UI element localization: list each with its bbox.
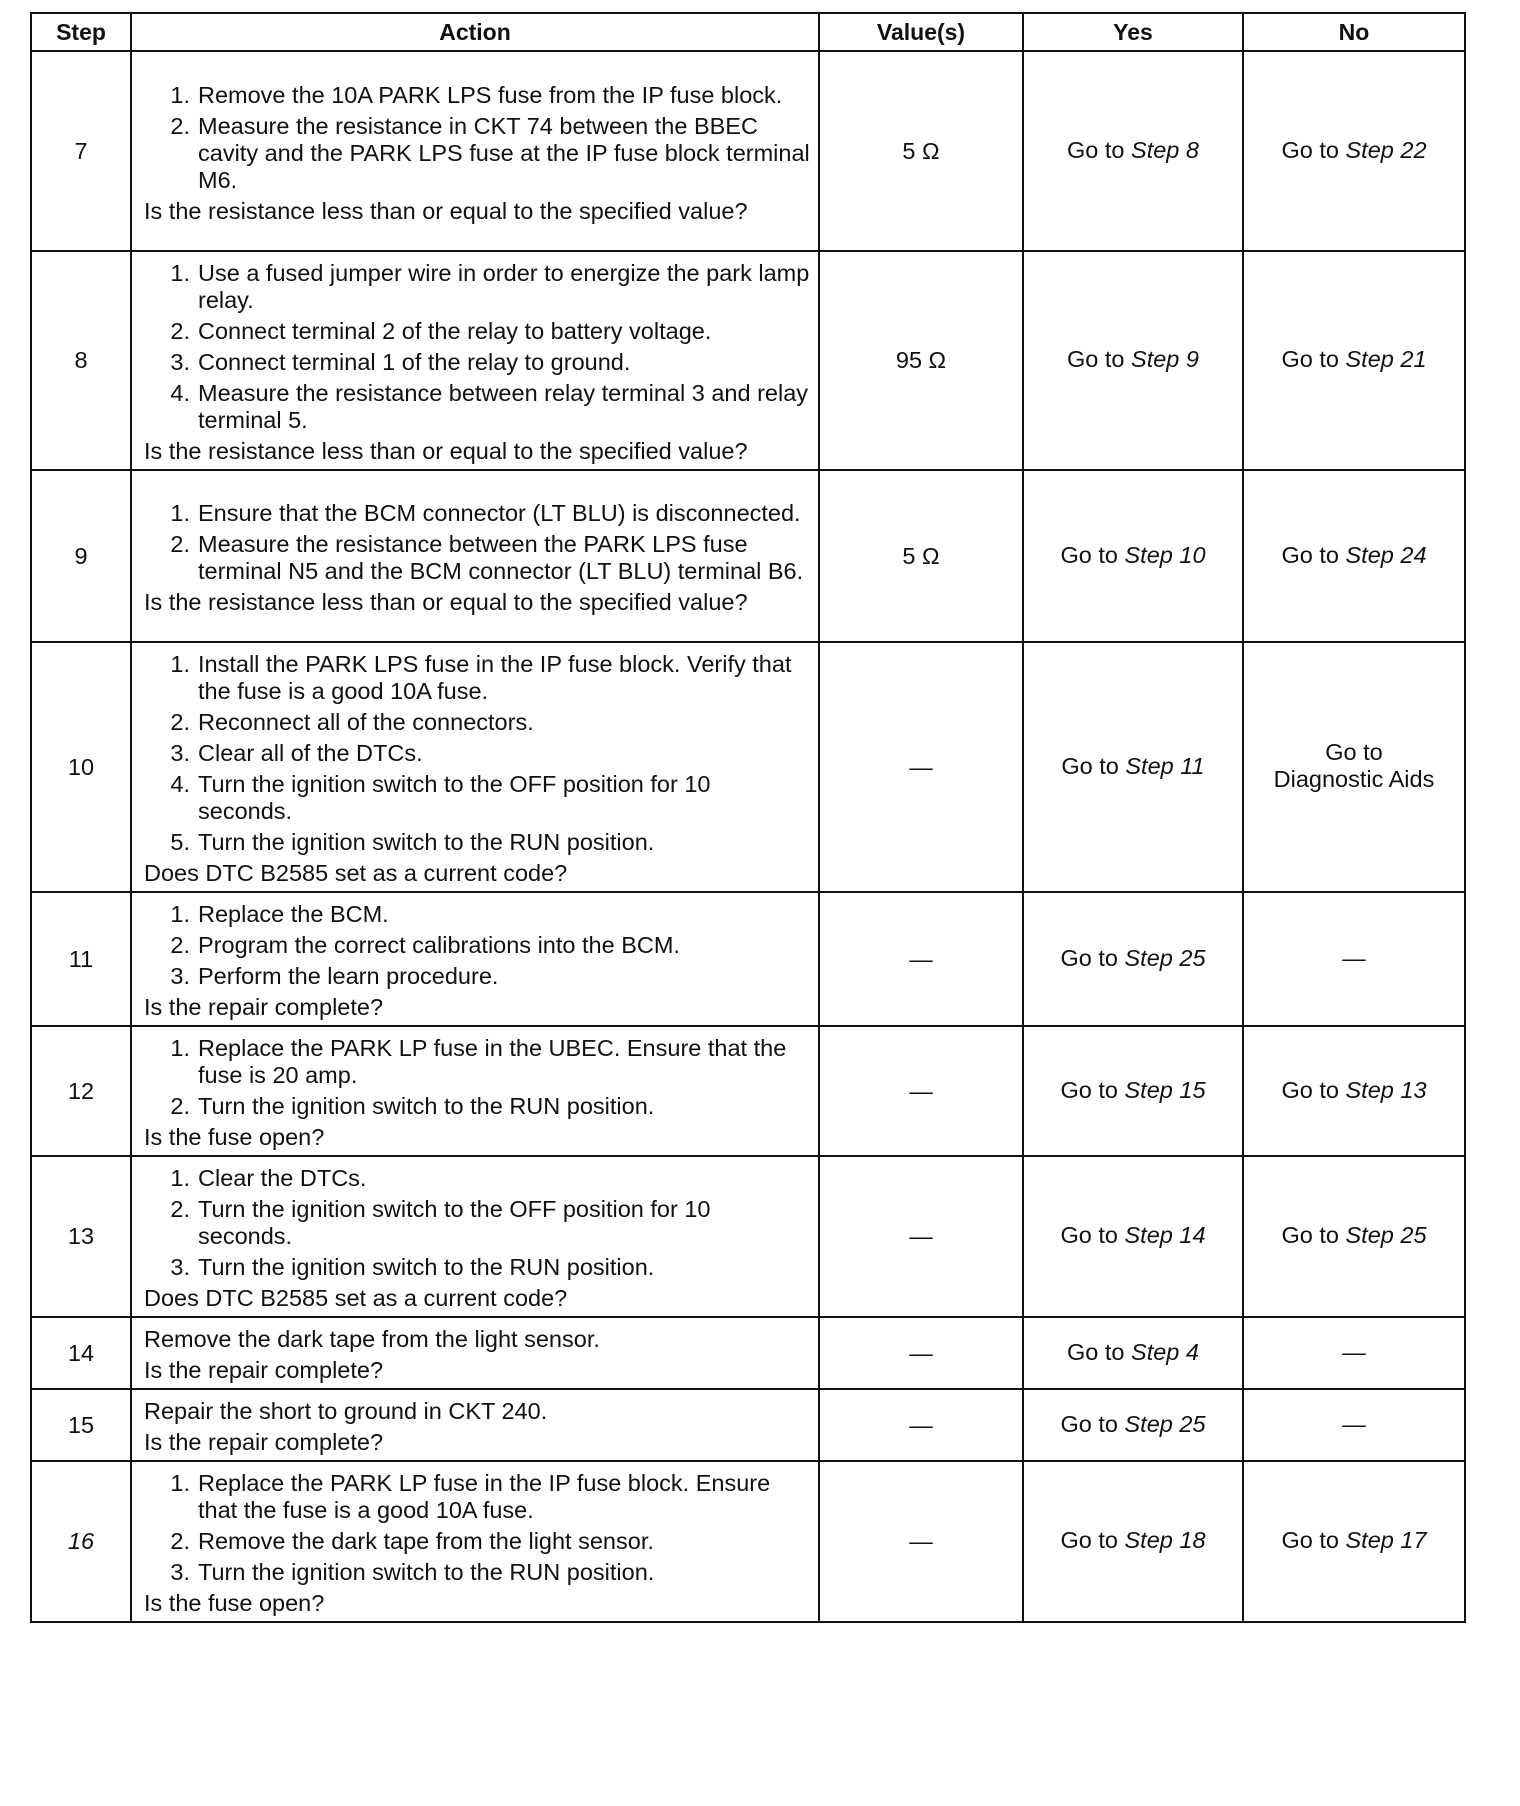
yes-target-link[interactable]: Step 18 bbox=[1124, 1527, 1206, 1553]
action-item bbox=[144, 500, 810, 527]
action-item-number: 2. bbox=[170, 709, 190, 735]
action-cell bbox=[131, 1156, 819, 1317]
action-item-number: 2. bbox=[170, 112, 190, 139]
action-item bbox=[144, 901, 810, 928]
action-item bbox=[144, 709, 810, 736]
no-target-link[interactable]: Step 13 bbox=[1345, 1076, 1427, 1103]
action-item-number: 2. bbox=[170, 932, 190, 958]
value-cell: — bbox=[819, 1317, 1023, 1389]
action-item-text: Clear the DTCs. bbox=[198, 1165, 367, 1191]
action-item-text: Reconnect all of the connectors. bbox=[198, 709, 534, 735]
step-number: 14 bbox=[31, 1317, 131, 1389]
action-item bbox=[144, 1528, 810, 1555]
action-question: Is the fuse open? bbox=[144, 1124, 325, 1150]
action-item bbox=[144, 349, 810, 376]
value-cell: — bbox=[819, 892, 1023, 1026]
header-row bbox=[31, 13, 1465, 51]
yes-target-link[interactable]: Step 15 bbox=[1124, 1076, 1206, 1103]
action-cell bbox=[131, 1461, 819, 1622]
action-question: Does DTC B2585 set as a current code? bbox=[144, 860, 568, 886]
action-item-text: Replace the PARK LP fuse in the IP fuse block. Ensure that the fuse is a good 10A fuse. bbox=[198, 1470, 771, 1523]
action-item-number: 3. bbox=[170, 963, 190, 989]
action-item-number: 1. bbox=[170, 500, 190, 526]
action-item-text: Remove the 10A PARK LPS fuse from the IP fuse block. bbox=[198, 81, 783, 108]
no-cell bbox=[1243, 51, 1465, 251]
no-cell bbox=[1243, 1389, 1465, 1461]
action-item-text: Install the PARK LPS fuse in the IP fuse block. Verify that the fuse is a good 10A fuse. bbox=[198, 651, 792, 704]
action-item-number: 3. bbox=[170, 1559, 190, 1585]
value-cell: 5 Ω bbox=[819, 51, 1023, 251]
yes-go-label: Go to bbox=[1060, 944, 1118, 971]
yes-cell bbox=[1023, 470, 1243, 642]
action-cell bbox=[131, 1026, 819, 1156]
action-item-text: Clear all of the DTCs. bbox=[198, 740, 423, 766]
action-item-number: 2. bbox=[170, 1196, 190, 1222]
action-item-text: Remove the dark tape from the light sensor. bbox=[198, 1528, 654, 1554]
step-number: 16 bbox=[31, 1461, 131, 1622]
action-item-text: Perform the learn procedure. bbox=[198, 963, 499, 989]
action-item bbox=[144, 1470, 810, 1524]
no-cell bbox=[1243, 251, 1465, 470]
action-item-number: 1. bbox=[170, 1470, 190, 1496]
action-question: Is the resistance less than or equal to the specified value? bbox=[144, 438, 748, 464]
action-statement: Repair the short to ground in CKT 240. bbox=[144, 1398, 548, 1424]
table-row bbox=[31, 1389, 1465, 1461]
no-go-label: Go to bbox=[1281, 1076, 1339, 1103]
action-item-number: 4. bbox=[170, 380, 190, 406]
action-item-number: 1. bbox=[170, 651, 190, 677]
action-item-number: 3. bbox=[170, 1254, 190, 1280]
value-cell: — bbox=[819, 1156, 1023, 1317]
action-item-text: Replace the BCM. bbox=[198, 901, 389, 927]
value-cell: — bbox=[819, 642, 1023, 892]
no-cell bbox=[1243, 470, 1465, 642]
header-step: Step bbox=[31, 13, 131, 51]
action-item bbox=[144, 260, 810, 314]
action-cell bbox=[131, 892, 819, 1026]
yes-cell bbox=[1023, 251, 1243, 470]
action-cell bbox=[131, 251, 819, 470]
header-values: Value(s) bbox=[819, 13, 1023, 51]
action-item-text: Connect terminal 1 of the relay to ground. bbox=[198, 349, 631, 375]
no-cell bbox=[1243, 1026, 1465, 1156]
no-go-label: Go to bbox=[1281, 1527, 1339, 1553]
step-number: 15 bbox=[31, 1389, 131, 1461]
yes-go-label: Go to bbox=[1060, 1222, 1118, 1248]
yes-go-label: Go to bbox=[1060, 541, 1118, 568]
action-question: Is the resistance less than or equal to the specified value? bbox=[144, 197, 748, 224]
action-item bbox=[144, 932, 810, 959]
yes-go-label: Go to bbox=[1061, 752, 1119, 779]
action-cell bbox=[131, 51, 819, 251]
no-dash: — bbox=[1342, 1338, 1366, 1365]
action-item bbox=[144, 1093, 810, 1120]
yes-target-link[interactable]: Step 11 bbox=[1125, 752, 1205, 779]
yes-target-link[interactable]: Step 14 bbox=[1124, 1222, 1206, 1248]
action-item-text: Turn the ignition switch to the OFF position for 10 seconds. bbox=[198, 771, 711, 824]
action-item-number: 2. bbox=[170, 1528, 190, 1554]
action-item-text: Measure the resistance between relay terminal 3 and relay terminal 5. bbox=[198, 380, 809, 433]
table-row bbox=[31, 51, 1465, 251]
action-item-text: Ensure that the BCM connector (LT BLU) is disconnected. bbox=[198, 500, 801, 526]
no-go-label: Go to bbox=[1325, 739, 1383, 765]
action-item-number: 1. bbox=[170, 1165, 190, 1191]
action-item bbox=[144, 113, 810, 194]
no-go-label: Go to bbox=[1281, 346, 1339, 372]
action-item bbox=[144, 82, 810, 109]
action-item-text: Use a fused jumper wire in order to energize the park lamp relay. bbox=[198, 260, 810, 313]
action-item-text: Turn the ignition switch to the RUN position. bbox=[198, 829, 655, 855]
no-cell bbox=[1243, 1317, 1465, 1389]
no-dash: — bbox=[1342, 1410, 1366, 1437]
table-row bbox=[31, 1026, 1465, 1156]
yes-go-label: Go to bbox=[1060, 1527, 1118, 1553]
action-item bbox=[144, 1559, 810, 1586]
value-cell: 5 Ω bbox=[819, 470, 1023, 642]
yes-cell bbox=[1023, 1156, 1243, 1317]
action-item-text: Turn the ignition switch to the RUN position. bbox=[198, 1254, 655, 1280]
table-row bbox=[31, 642, 1465, 892]
action-item-number: 4. bbox=[170, 771, 190, 797]
action-item-text: Measure the resistance in CKT 74 between the BBEC cavity and the PARK LPS fuse at the IP fuse block terminal M6. bbox=[198, 112, 810, 193]
value-cell: — bbox=[819, 1389, 1023, 1461]
step-number: 13 bbox=[31, 1156, 131, 1317]
no-target-link[interactable]: Step 22 bbox=[1345, 136, 1427, 163]
action-item-number: 1. bbox=[170, 901, 190, 927]
table-row bbox=[31, 1156, 1465, 1317]
value-cell: — bbox=[819, 1461, 1023, 1622]
no-target-link[interactable]: Diagnostic Aids bbox=[1273, 766, 1435, 792]
yes-target-link[interactable]: Step 9 bbox=[1131, 346, 1199, 372]
step-number: 7 bbox=[31, 51, 131, 251]
action-item bbox=[144, 1196, 810, 1250]
action-item bbox=[144, 829, 810, 856]
action-statement: Remove the dark tape from the light sensor. bbox=[144, 1326, 600, 1352]
table-row bbox=[31, 1317, 1465, 1389]
action-item bbox=[144, 1165, 810, 1192]
yes-go-label: Go to bbox=[1060, 1076, 1118, 1103]
step-number: 10 bbox=[31, 642, 131, 892]
action-item-number: 5. bbox=[170, 829, 190, 855]
no-go-label: Go to bbox=[1281, 136, 1339, 163]
step-number: 11 bbox=[31, 892, 131, 1026]
action-item bbox=[144, 651, 810, 705]
action-cell bbox=[131, 1389, 819, 1461]
action-item-text: Measure the resistance between the PARK LPS fuse terminal N5 and the BCM connector (LT BLU) terminal B6. bbox=[198, 531, 804, 584]
step-number: 9 bbox=[31, 470, 131, 642]
action-question: Is the repair complete? bbox=[144, 1429, 384, 1455]
yes-cell bbox=[1023, 1026, 1243, 1156]
yes-target-link[interactable]: Step 25 bbox=[1124, 944, 1206, 971]
yes-target-link[interactable]: Step 4 bbox=[1131, 1338, 1199, 1365]
action-item bbox=[144, 1035, 810, 1089]
table-body bbox=[31, 51, 1465, 1622]
yes-cell bbox=[1023, 1317, 1243, 1389]
action-item-number: 2. bbox=[170, 1093, 190, 1119]
action-item-number: 1. bbox=[170, 81, 190, 108]
action-item-number: 1. bbox=[170, 1035, 190, 1061]
no-target-link[interactable]: Step 21 bbox=[1345, 346, 1427, 372]
action-item-text: Program the correct calibrations into the BCM. bbox=[198, 932, 680, 958]
no-cell bbox=[1243, 642, 1465, 892]
action-question: Is the repair complete? bbox=[144, 1357, 384, 1383]
table-row bbox=[31, 251, 1465, 470]
yes-cell bbox=[1023, 642, 1243, 892]
no-go-label: Go to bbox=[1281, 541, 1339, 568]
value-cell: 95 Ω bbox=[819, 251, 1023, 470]
yes-cell bbox=[1023, 1461, 1243, 1622]
yes-go-label: Go to bbox=[1067, 1338, 1125, 1365]
no-cell bbox=[1243, 1461, 1465, 1622]
action-item bbox=[144, 1254, 810, 1281]
yes-go-label: Go to bbox=[1067, 136, 1125, 163]
action-cell bbox=[131, 642, 819, 892]
action-item-text: Turn the ignition switch to the OFF position for 10 seconds. bbox=[198, 1196, 711, 1249]
table-row bbox=[31, 470, 1465, 642]
action-question: Does DTC B2585 set as a current code? bbox=[144, 1285, 568, 1311]
action-item bbox=[144, 740, 810, 767]
no-target-link[interactable]: Step 25 bbox=[1345, 1222, 1427, 1248]
table-row bbox=[31, 892, 1465, 1026]
yes-go-label: Go to bbox=[1067, 346, 1125, 372]
action-item-text: Turn the ignition switch to the RUN position. bbox=[198, 1559, 655, 1585]
step-number: 12 bbox=[31, 1026, 131, 1156]
no-target-link[interactable]: Step 17 bbox=[1345, 1527, 1427, 1553]
yes-cell bbox=[1023, 892, 1243, 1026]
no-target-link[interactable]: Step 24 bbox=[1345, 541, 1427, 568]
yes-cell bbox=[1023, 51, 1243, 251]
no-cell bbox=[1243, 1156, 1465, 1317]
action-question: Is the repair complete? bbox=[144, 994, 384, 1020]
action-item-number: 3. bbox=[170, 349, 190, 375]
yes-target-link[interactable]: Step 25 bbox=[1124, 1410, 1206, 1437]
action-item-number: 2. bbox=[170, 531, 190, 557]
diagnostic-table bbox=[30, 12, 1466, 1623]
action-question: Is the fuse open? bbox=[144, 1590, 325, 1616]
action-item-text: Connect terminal 2 of the relay to battery voltage. bbox=[198, 318, 712, 344]
yes-go-label: Go to bbox=[1060, 1410, 1118, 1437]
action-item-number: 2. bbox=[170, 318, 190, 344]
value-cell: — bbox=[819, 1026, 1023, 1156]
no-cell bbox=[1243, 892, 1465, 1026]
action-item bbox=[144, 771, 810, 825]
yes-target-link[interactable]: Step 10 bbox=[1124, 541, 1206, 568]
action-cell bbox=[131, 470, 819, 642]
action-item-number: 1. bbox=[170, 260, 190, 286]
action-question: Is the resistance less than or equal to the specified value? bbox=[144, 589, 748, 615]
header-no: No bbox=[1243, 13, 1465, 51]
yes-target-link[interactable]: Step 8 bbox=[1131, 136, 1199, 163]
action-item-text: Replace the PARK LP fuse in the UBEC. Ensure that the fuse is 20 amp. bbox=[198, 1035, 787, 1088]
no-go-label: Go to bbox=[1281, 1222, 1339, 1248]
no-dash: — bbox=[1342, 944, 1366, 971]
action-item bbox=[144, 380, 810, 434]
yes-cell bbox=[1023, 1389, 1243, 1461]
header-action: Action bbox=[131, 13, 819, 51]
action-item bbox=[144, 531, 810, 585]
action-item bbox=[144, 963, 810, 990]
action-cell bbox=[131, 1317, 819, 1389]
step-number: 8 bbox=[31, 251, 131, 470]
action-item-text: Turn the ignition switch to the RUN position. bbox=[198, 1093, 655, 1119]
header-yes: Yes bbox=[1023, 13, 1243, 51]
action-item-number: 3. bbox=[170, 740, 190, 766]
action-item bbox=[144, 318, 810, 345]
table-row bbox=[31, 1461, 1465, 1622]
